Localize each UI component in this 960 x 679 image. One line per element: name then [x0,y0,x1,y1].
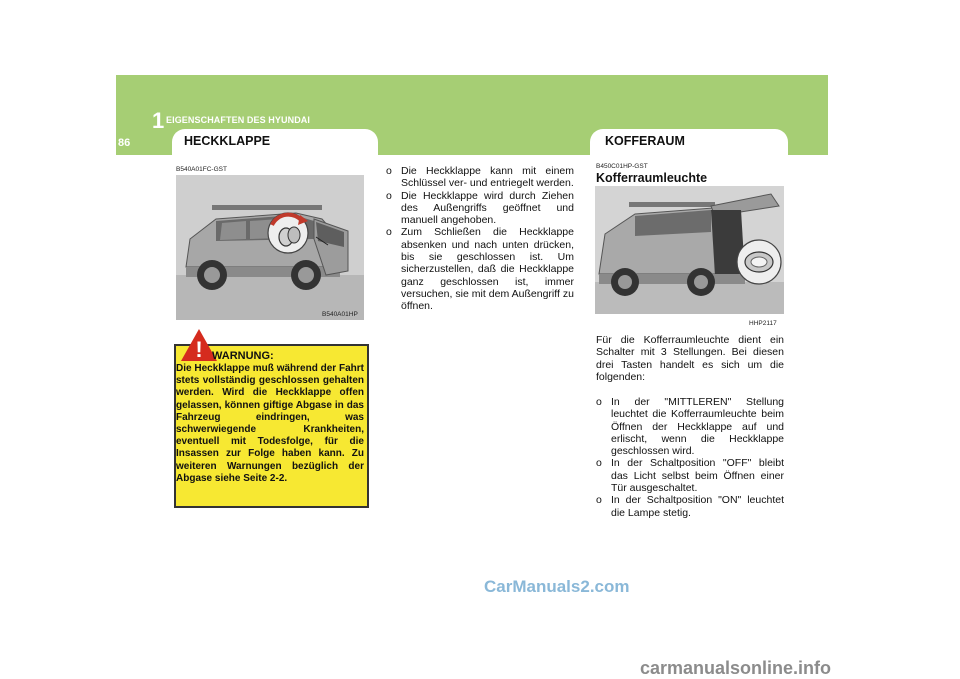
watermark-carmanualsonline[interactable]: carmanualsonline.info [640,658,832,678]
bullet-mark: o [596,494,602,507]
bullet-mark: o [596,396,602,408]
reference-code: B540A01FC-GST [176,166,227,173]
subsection-title: Kofferraumleuchte [596,171,708,185]
list-item-text: In der Schaltposition "OFF" bleibt das Licht selbst beim Öffnen einer Tür ausgeschaltet. [611,457,784,495]
list-item-text: Zum Schließen die Heckklappe absenken und nach unten drücken, bis sie geschlossen ist. Um sicherzustellen, daß die Heckklappe ganz geschlossen ist, immer versuchen, sie mit dem Außengriff zu öffnen. [401,226,574,313]
warning-text: Die Heckklappe muß während der Fahrt stets vollständig geschlossen gehalten werden. Wird die Heckklappe offen gelassen, können giftige Abgase in das Fahrzeug eindringen, was schwerwiegende Krankheiten, eventuell mit Todesfolge, für die Insassen zur Folge haben kann. Zu weiteren Warnungen bezüglich der Abgase siehe Seite 2-2. [176,363,364,484]
section-title-kofferraum: KOFFERAUM [605,134,685,148]
warning-title: WARNUNG: [212,350,274,362]
list-item [386,226,574,312]
trunk-light-positions-list [596,396,784,519]
page-number: 86 [118,137,131,149]
warning-symbol: ! [195,337,203,362]
chapter-title: EIGENSCHAFTEN DES HYUNDAI [166,115,311,125]
bullet-mark: o [386,165,392,177]
list-item [596,457,784,494]
list-item [386,165,574,190]
tailgate-instructions-list [386,165,574,313]
chapter-number: 1 [152,108,165,133]
bullet-mark: o [386,189,392,202]
bullet-mark: o [386,226,392,239]
list-item [386,190,574,227]
list-item-text: Die Heckklappe kann mit einem Schlüssel ver- und entriegelt werden. [401,165,574,190]
list-item-text: In der Schaltposition "ON" leuchtet die Lampe stetig. [611,494,784,519]
section-title-heckklappe: HECKKLAPPE [184,134,271,148]
trunk-light-photo [595,186,784,314]
watermark-carmanuals2[interactable]: CarManuals2.com [484,577,630,596]
list-item [596,494,784,519]
list-item-text: In der "MITTLEREN" Stellung leuchtet die Kofferraumleuchte beim Öffnen der Heckklappe auf und erlischt, wenn die Heckklappe geschlossen wird. [611,396,784,458]
figure-code: B540A01HP [322,311,358,318]
reference-code-right: B450C01HP-GST [596,163,648,170]
tailgate-photo [176,175,364,320]
trunk-light-intro: Für die Kofferraumleuchte dient ein Schalter mit 3 Stellungen. Bei diesen drei Tasten handelt es sich um die folgenden: [596,334,784,383]
figure-code-right: HHP2117 [749,320,777,327]
bullet-mark: o [596,457,602,470]
list-item [596,396,784,457]
list-item-text: Die Heckklappe wird durch Ziehen des Außengriffs geöffnet und manuell angehoben. [401,189,574,227]
